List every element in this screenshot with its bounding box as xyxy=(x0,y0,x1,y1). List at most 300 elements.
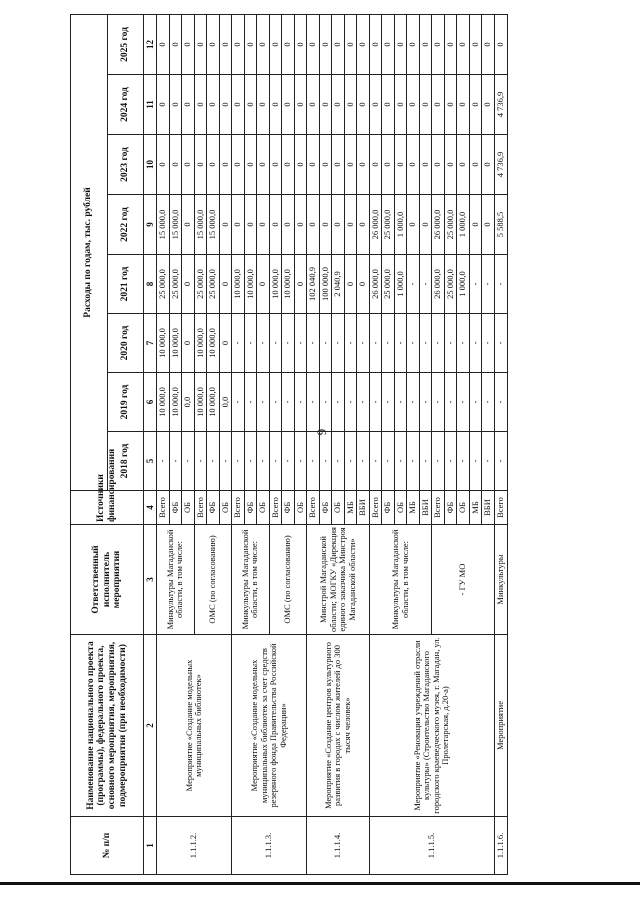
amount-cell: 10 000,0 xyxy=(207,314,220,373)
amount-cell: - xyxy=(232,432,245,491)
amount-cell: - xyxy=(257,373,270,432)
amount-cell: 0 xyxy=(444,14,457,74)
amount-cell: - xyxy=(244,432,257,491)
amount-cell: 0 xyxy=(457,75,470,135)
amount-cell: 0 xyxy=(169,75,182,135)
funding-source: МБ xyxy=(469,491,482,525)
amount-cell: 0 xyxy=(294,14,307,74)
amount-cell: 0 xyxy=(319,135,332,195)
amount-cell: 0 xyxy=(419,75,432,135)
amount-cell: - xyxy=(407,314,420,373)
column-number: 5 xyxy=(144,432,157,491)
column-number: 3 xyxy=(144,525,157,635)
amount-cell: 0 xyxy=(244,75,257,135)
amount-cell: - xyxy=(369,432,382,491)
amount-cell: 0 xyxy=(369,14,382,74)
amount-cell: - xyxy=(307,373,320,432)
amount-cell: 0 xyxy=(457,14,470,74)
amount-cell: - xyxy=(482,255,495,314)
amount-cell: 0 xyxy=(332,75,345,135)
funding-source: ФБ xyxy=(319,491,332,525)
amount-cell: - xyxy=(344,432,357,491)
amount-cell: 15 000,0 xyxy=(157,195,170,255)
amount-cell: 0 xyxy=(457,135,470,195)
amount-cell: 4 736,9 xyxy=(495,75,508,135)
table-row xyxy=(307,14,320,874)
amount-cell: 0 xyxy=(407,135,420,195)
amount-cell: 0 xyxy=(369,135,382,195)
amount-cell: 0 xyxy=(307,135,320,195)
amount-cell: 0 xyxy=(419,14,432,74)
rotated-table-container xyxy=(70,15,600,875)
amount-cell: - xyxy=(344,314,357,373)
amount-cell: 10 000,0 xyxy=(169,314,182,373)
amount-cell: 1 000,0 xyxy=(394,195,407,255)
amount-cell: - xyxy=(394,314,407,373)
amount-cell: - xyxy=(369,373,382,432)
amount-cell: 15 000,0 xyxy=(207,195,220,255)
amount-cell: 15 000,0 xyxy=(194,195,207,255)
measure-name: Мероприятие xyxy=(495,635,508,817)
amount-cell: - xyxy=(244,373,257,432)
amount-cell: - xyxy=(495,432,508,491)
amount-cell: 0 xyxy=(219,14,232,74)
row-number: 1.1.1.5. xyxy=(369,817,494,875)
amount-cell: 0 xyxy=(469,135,482,195)
amount-cell: 0 xyxy=(269,195,282,255)
amount-cell: 0 xyxy=(219,195,232,255)
funding-source: МБ xyxy=(344,491,357,525)
amount-cell: - xyxy=(357,432,370,491)
amount-cell: 0 xyxy=(357,195,370,255)
amount-cell: 10 000,0 xyxy=(244,255,257,314)
amount-cell: 0 xyxy=(244,14,257,74)
amount-cell: 0 xyxy=(294,75,307,135)
header-year: 2024 год xyxy=(107,75,144,135)
column-numbers-row xyxy=(144,14,157,874)
column-number: 9 xyxy=(144,195,157,255)
amount-cell: 10 000,0 xyxy=(194,373,207,432)
funding-source: ОБ xyxy=(394,491,407,525)
amount-cell: 0 xyxy=(157,135,170,195)
amount-cell: - xyxy=(394,432,407,491)
amount-cell: 0 xyxy=(344,255,357,314)
amount-cell: 0 xyxy=(407,195,420,255)
amount-cell: 26 000,0 xyxy=(432,195,445,255)
funding-source: ОБ xyxy=(182,491,195,525)
column-number: 2 xyxy=(144,635,157,817)
row-number: 1.1.1.4. xyxy=(307,817,370,875)
amount-cell: 0 xyxy=(282,75,295,135)
amount-cell: - xyxy=(469,314,482,373)
amount-cell: 0 xyxy=(319,14,332,74)
amount-cell: 0 xyxy=(257,14,270,74)
amount-cell: 0 xyxy=(357,135,370,195)
amount-cell: 25 000,0 xyxy=(444,195,457,255)
amount-cell: - xyxy=(469,432,482,491)
amount-cell: 100 000,0 xyxy=(319,255,332,314)
amount-cell: 0 xyxy=(319,195,332,255)
amount-cell: 0 xyxy=(207,75,220,135)
amount-cell: - xyxy=(332,432,345,491)
amount-cell: - xyxy=(294,314,307,373)
column-number: 8 xyxy=(144,255,157,314)
amount-cell: 0 xyxy=(182,135,195,195)
amount-cell: 0 xyxy=(382,14,395,74)
amount-cell: 26 000,0 xyxy=(432,255,445,314)
header-source: Источники финансирования xyxy=(71,491,144,525)
amount-cell: - xyxy=(319,432,332,491)
amount-cell: 0 xyxy=(369,75,382,135)
amount-cell: 0 xyxy=(194,14,207,74)
amount-cell: 25 000,0 xyxy=(382,255,395,314)
amount-cell: 0,0 xyxy=(182,373,195,432)
amount-cell: 0 xyxy=(219,75,232,135)
executor: Минкультуры Магаданской области, в том числе: xyxy=(157,525,195,635)
executor: - ГУ МО xyxy=(432,525,495,635)
amount-cell: 25 000,0 xyxy=(444,255,457,314)
measure-name: Мероприятие «Создание модельных муниципальных библиотек за счет средств резервного фонда Правительства Российской Федерации» xyxy=(232,635,307,817)
amount-cell: 0 xyxy=(257,135,270,195)
amount-cell: - xyxy=(457,373,470,432)
amount-cell: 4 736,9 xyxy=(495,135,508,195)
amount-cell: - xyxy=(495,255,508,314)
amount-cell: 26 000,0 xyxy=(369,195,382,255)
funding-source: ВБИ xyxy=(357,491,370,525)
amount-cell: 0 xyxy=(357,255,370,314)
header-executor: Ответственный исполнитель мероприятия xyxy=(71,525,144,635)
amount-cell: - xyxy=(294,373,307,432)
amount-cell: - xyxy=(482,373,495,432)
amount-cell: 0 xyxy=(169,135,182,195)
executor: Минкультуры xyxy=(495,525,508,635)
amount-cell: 0 xyxy=(257,75,270,135)
expenses-table xyxy=(70,14,508,875)
amount-cell: - xyxy=(244,314,257,373)
amount-cell: 15 000,0 xyxy=(169,195,182,255)
header-num: № п/п xyxy=(71,817,144,875)
amount-cell: - xyxy=(495,314,508,373)
table-row xyxy=(495,14,508,874)
amount-cell: 0 xyxy=(482,14,495,74)
amount-cell: - xyxy=(444,373,457,432)
amount-cell: - xyxy=(382,373,395,432)
amount-cell: - xyxy=(419,432,432,491)
column-number: 1 xyxy=(144,817,157,875)
funding-source: ФБ xyxy=(207,491,220,525)
amount-cell: - xyxy=(469,255,482,314)
executor: ОМС (по согласованию) xyxy=(194,525,232,635)
amount-cell: 0 xyxy=(469,75,482,135)
bottom-rule xyxy=(0,882,640,885)
amount-cell: - xyxy=(282,432,295,491)
amount-cell: - xyxy=(369,314,382,373)
column-number: 7 xyxy=(144,314,157,373)
funding-source: ФБ xyxy=(382,491,395,525)
amount-cell: - xyxy=(194,432,207,491)
amount-cell: - xyxy=(495,373,508,432)
amount-cell: 0 xyxy=(495,14,508,74)
amount-cell: 10 000,0 xyxy=(282,255,295,314)
amount-cell: 10 000,0 xyxy=(232,255,245,314)
header-year: 2023 год xyxy=(107,135,144,195)
funding-source: МБ xyxy=(407,491,420,525)
amount-cell: 0 xyxy=(482,75,495,135)
measure-name: Мероприятие «Реновация учреждений отрасли культуры» (Строительство Магаданского городского краеведческого музея, г. Магадан, ул. Пролетарская, д.20-а) xyxy=(369,635,494,817)
amount-cell: 10 000,0 xyxy=(207,373,220,432)
amount-cell: 0 xyxy=(232,135,245,195)
amount-cell: 0 xyxy=(407,75,420,135)
header-year: 2022 год xyxy=(107,195,144,255)
amount-cell: - xyxy=(432,314,445,373)
amount-cell: 0 xyxy=(332,195,345,255)
amount-cell: 0 xyxy=(219,255,232,314)
amount-cell: - xyxy=(207,432,220,491)
amount-cell: 0 xyxy=(332,14,345,74)
funding-source: ОБ xyxy=(457,491,470,525)
amount-cell: - xyxy=(407,373,420,432)
amount-cell: 0 xyxy=(182,14,195,74)
amount-cell: 0 xyxy=(344,135,357,195)
amount-cell: 0 xyxy=(169,14,182,74)
executor: Минстрой Магаданской области; МОГКУ «Дирекция единого заказчика Минстроя Магаданской области» xyxy=(307,525,370,635)
amount-cell: 0 xyxy=(344,14,357,74)
amount-cell: 0 xyxy=(332,135,345,195)
funding-source: ФБ xyxy=(244,491,257,525)
amount-cell: - xyxy=(482,432,495,491)
amount-cell: 25 000,0 xyxy=(207,255,220,314)
amount-cell: - xyxy=(344,373,357,432)
header-expenses: Расходы по годам, тыс. рублей xyxy=(71,14,108,490)
row-number: 1.1.1.2. xyxy=(157,817,232,875)
amount-cell: - xyxy=(307,432,320,491)
column-number: 10 xyxy=(144,135,157,195)
amount-cell: 0 xyxy=(207,14,220,74)
amount-cell: - xyxy=(307,314,320,373)
column-number: 12 xyxy=(144,14,157,74)
funding-source: ВБИ xyxy=(419,491,432,525)
amount-cell: 0 xyxy=(182,195,195,255)
amount-cell: - xyxy=(232,373,245,432)
amount-cell: - xyxy=(469,373,482,432)
amount-cell: 25 000,0 xyxy=(382,195,395,255)
amount-cell: 0 xyxy=(357,75,370,135)
amount-cell: 0 xyxy=(482,195,495,255)
amount-cell: - xyxy=(269,314,282,373)
amount-cell: 26 000,0 xyxy=(369,255,382,314)
column-number: 4 xyxy=(144,491,157,525)
amount-cell: - xyxy=(332,314,345,373)
column-number: 6 xyxy=(144,373,157,432)
amount-cell: 0 xyxy=(432,135,445,195)
amount-cell: 0 xyxy=(257,255,270,314)
amount-cell: 0 xyxy=(294,255,307,314)
executor: Минкультуры Магаданской области, в том числе: xyxy=(369,525,432,635)
amount-cell: 10 000,0 xyxy=(269,255,282,314)
amount-cell: 0 xyxy=(232,75,245,135)
amount-cell: - xyxy=(357,373,370,432)
amount-cell: 0 xyxy=(419,195,432,255)
amount-cell: - xyxy=(257,314,270,373)
funding-source: Всего xyxy=(432,491,445,525)
amount-cell: 0 xyxy=(244,195,257,255)
amount-cell: 10 000,0 xyxy=(157,373,170,432)
amount-cell: 0 xyxy=(194,75,207,135)
amount-cell: - xyxy=(457,314,470,373)
amount-cell: - xyxy=(394,373,407,432)
amount-cell: 0 xyxy=(382,75,395,135)
amount-cell: 0 xyxy=(357,14,370,74)
amount-cell: 0 xyxy=(307,14,320,74)
funding-source: Всего xyxy=(194,491,207,525)
amount-cell: 0 xyxy=(232,14,245,74)
amount-cell: 0 xyxy=(294,195,307,255)
amount-cell: 0 xyxy=(407,14,420,74)
row-number: 1.1.1.6. xyxy=(495,817,508,875)
header-year: 2021 год xyxy=(107,255,144,314)
amount-cell: - xyxy=(457,432,470,491)
funding-source: Всего xyxy=(232,491,245,525)
header-year: 2020 год xyxy=(107,314,144,373)
amount-cell: - xyxy=(332,373,345,432)
amount-cell: 0 xyxy=(232,195,245,255)
funding-source: Всего xyxy=(495,491,508,525)
amount-cell: - xyxy=(219,432,232,491)
funding-source: Всего xyxy=(157,491,170,525)
amount-cell: 0 xyxy=(344,75,357,135)
amount-cell: 10 000,0 xyxy=(169,373,182,432)
column-number: 11 xyxy=(144,75,157,135)
executor: Минкультуры Магаданской области, в том числе: xyxy=(232,525,270,635)
funding-source: ОБ xyxy=(219,491,232,525)
amount-cell: - xyxy=(432,432,445,491)
amount-cell: 5 588,5 xyxy=(495,195,508,255)
amount-cell: 102 040,9 xyxy=(307,255,320,314)
amount-cell: - xyxy=(407,432,420,491)
amount-cell: - xyxy=(444,432,457,491)
amount-cell: 0 xyxy=(394,135,407,195)
amount-cell: - xyxy=(407,255,420,314)
amount-cell: - xyxy=(432,373,445,432)
funding-source: ВБИ xyxy=(482,491,495,525)
table-row xyxy=(369,14,382,874)
amount-cell: - xyxy=(294,432,307,491)
measure-name: Мероприятие «Создание модельных муниципальных библиотек» xyxy=(157,635,232,817)
amount-cell: 0 xyxy=(157,14,170,74)
amount-cell: 0 xyxy=(294,135,307,195)
amount-cell: 0 xyxy=(244,135,257,195)
funding-source: Всего xyxy=(307,491,320,525)
amount-cell: 0 xyxy=(469,195,482,255)
amount-cell: - xyxy=(419,255,432,314)
amount-cell: 0 xyxy=(257,195,270,255)
header-name: Наименование национального проекта (программы), федерального проекта, основного мероприятия, мероприятия, подмероприятия (при необходимости) xyxy=(71,635,144,817)
amount-cell: 0 xyxy=(469,14,482,74)
amount-cell: 0 xyxy=(269,135,282,195)
amount-cell: - xyxy=(182,432,195,491)
amount-cell: 0 xyxy=(219,314,232,373)
amount-cell: - xyxy=(357,314,370,373)
amount-cell: - xyxy=(157,432,170,491)
amount-cell: - xyxy=(444,314,457,373)
table-row xyxy=(232,14,245,874)
header-year: 2018 год xyxy=(107,432,144,491)
amount-cell: 0 xyxy=(307,75,320,135)
amount-cell: 25 000,0 xyxy=(169,255,182,314)
amount-cell: 0 xyxy=(194,135,207,195)
amount-cell: 25 000,0 xyxy=(194,255,207,314)
page-number: 6 xyxy=(314,428,330,436)
amount-cell: 0 xyxy=(419,135,432,195)
amount-cell: 0 xyxy=(157,75,170,135)
amount-cell: - xyxy=(382,314,395,373)
executor: ОМС (по согласованию) xyxy=(269,525,307,635)
amount-cell: - xyxy=(282,314,295,373)
amount-cell: 0 xyxy=(319,75,332,135)
header-year: 2025 год xyxy=(107,14,144,74)
amount-cell: 0 xyxy=(282,195,295,255)
funding-source: ФБ xyxy=(444,491,457,525)
measure-name: Мероприятие «Создание центров культурного развития в городах с числом жителей до 300 тысяч человек» xyxy=(307,635,370,817)
amount-cell: 0 xyxy=(182,255,195,314)
amount-cell: 0 xyxy=(307,195,320,255)
amount-cell: 0 xyxy=(282,14,295,74)
amount-cell: 10 000,0 xyxy=(157,314,170,373)
amount-cell: 0 xyxy=(444,135,457,195)
amount-cell: - xyxy=(269,373,282,432)
amount-cell: 0,0 xyxy=(219,373,232,432)
amount-cell: 10 000,0 xyxy=(194,314,207,373)
amount-cell: 0 xyxy=(394,14,407,74)
amount-cell: 0 xyxy=(482,135,495,195)
amount-cell: 0 xyxy=(269,14,282,74)
table-body xyxy=(157,14,507,874)
amount-cell: 1 000,0 xyxy=(457,255,470,314)
amount-cell: 0 xyxy=(207,135,220,195)
amount-cell: - xyxy=(232,314,245,373)
funding-source: ФБ xyxy=(169,491,182,525)
amount-cell: 0 xyxy=(382,135,395,195)
amount-cell: - xyxy=(382,432,395,491)
amount-cell: 0 xyxy=(432,14,445,74)
amount-cell: 1 000,0 xyxy=(394,255,407,314)
amount-cell: - xyxy=(169,432,182,491)
amount-cell: - xyxy=(419,314,432,373)
amount-cell: - xyxy=(319,373,332,432)
amount-cell: - xyxy=(269,432,282,491)
amount-cell: 0 xyxy=(182,314,195,373)
amount-cell: - xyxy=(482,314,495,373)
amount-cell: 0 xyxy=(182,75,195,135)
amount-cell: - xyxy=(419,373,432,432)
funding-source: Всего xyxy=(369,491,382,525)
amount-cell: 0 xyxy=(282,135,295,195)
amount-cell: 0 xyxy=(219,135,232,195)
funding-source: ОБ xyxy=(294,491,307,525)
amount-cell: 0 xyxy=(444,75,457,135)
amount-cell: 2 040,9 xyxy=(332,255,345,314)
amount-cell: 1 000,0 xyxy=(457,195,470,255)
funding-source: ФБ xyxy=(282,491,295,525)
amount-cell: 0 xyxy=(394,75,407,135)
table-row xyxy=(157,14,170,874)
amount-cell: 25 000,0 xyxy=(157,255,170,314)
amount-cell: 0 xyxy=(432,75,445,135)
amount-cell: - xyxy=(257,432,270,491)
amount-cell: 0 xyxy=(269,75,282,135)
amount-cell: - xyxy=(282,373,295,432)
amount-cell: - xyxy=(319,314,332,373)
